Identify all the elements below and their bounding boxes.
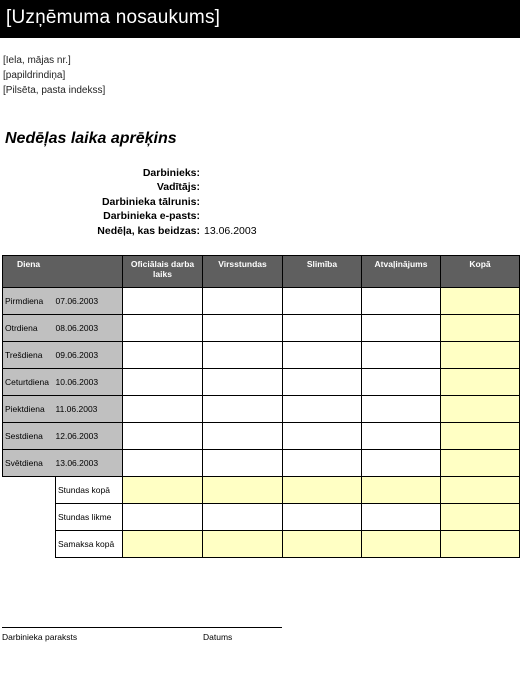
summary-row-pay: [3, 531, 520, 558]
day-date: 13.06.2003: [56, 450, 123, 477]
regular-hours-cell[interactable]: [123, 423, 203, 450]
vacation-cell[interactable]: [362, 396, 441, 423]
vacation-cell[interactable]: [362, 288, 441, 315]
day-name: Pirmdiena: [3, 288, 56, 315]
sick-cell[interactable]: [283, 288, 362, 315]
regular-hours-cell[interactable]: [123, 288, 203, 315]
timesheet-table: [2, 255, 520, 558]
total-cell[interactable]: [441, 369, 520, 396]
pay-total[interactable]: [441, 531, 520, 558]
regular-hours-cell[interactable]: [123, 315, 203, 342]
regular-hours-cell[interactable]: [123, 450, 203, 477]
pay-overtime[interactable]: [203, 531, 283, 558]
day-name: Otrdiena: [3, 315, 56, 342]
pay-regular[interactable]: [123, 531, 203, 558]
table-row: [3, 450, 520, 477]
total-cell[interactable]: [441, 450, 520, 477]
overtime-cell[interactable]: [203, 423, 283, 450]
total-sick[interactable]: [283, 477, 362, 504]
company-name[interactable]: [Uzņēmuma nosaukums]: [6, 7, 221, 28]
day-date: 08.06.2003: [56, 315, 123, 342]
day-date: 07.06.2003: [56, 288, 123, 315]
signature-line: [2, 627, 282, 628]
address-street[interactable]: [Iela, mājas nr.]: [3, 55, 71, 66]
address-city[interactable]: [Pilsēta, pasta indekss]: [3, 85, 106, 96]
pay-vacation[interactable]: [362, 531, 441, 558]
day-date: 10.06.2003: [56, 369, 123, 396]
company-header-bar: [0, 0, 520, 38]
total-cell[interactable]: [441, 396, 520, 423]
vacation-cell[interactable]: [362, 450, 441, 477]
sick-cell[interactable]: [283, 315, 362, 342]
week-ending-value[interactable]: 13.06.2003: [204, 225, 257, 237]
week-ending-label: Nedēļa, kas beidzas:: [97, 225, 200, 237]
header-overtime: Virsstundas: [203, 256, 283, 288]
header-sick: Slimība: [283, 256, 362, 288]
table-row: [3, 288, 520, 315]
table-row: [3, 315, 520, 342]
overtime-cell[interactable]: [203, 288, 283, 315]
table-row: [3, 369, 520, 396]
rate-overtime[interactable]: [203, 504, 283, 531]
rate-vacation[interactable]: [362, 504, 441, 531]
total-overtime[interactable]: [203, 477, 283, 504]
total-cell[interactable]: [441, 342, 520, 369]
vacation-cell[interactable]: [362, 315, 441, 342]
day-name: Piektdiena: [3, 396, 56, 423]
vacation-cell[interactable]: [362, 369, 441, 396]
summary-blank: [3, 504, 56, 531]
signature-date-label: Datums: [203, 632, 233, 642]
day-name: Svētdiena: [3, 450, 56, 477]
day-name: Ceturtdiena: [3, 369, 56, 396]
summary-label: Stundas likme: [56, 504, 123, 531]
overtime-cell[interactable]: [203, 342, 283, 369]
sick-cell[interactable]: [283, 369, 362, 396]
overtime-cell[interactable]: [203, 315, 283, 342]
sick-cell[interactable]: [283, 396, 362, 423]
day-date: 09.06.2003: [56, 342, 123, 369]
address-line2[interactable]: [papildrindiņa]: [3, 70, 66, 81]
total-vacation[interactable]: [362, 477, 441, 504]
manager-label: Vadītājs:: [156, 181, 200, 193]
total-grand[interactable]: [441, 477, 520, 504]
document-title: Nedēļas laika aprēķins: [5, 130, 177, 147]
header-regular-hours: Oficiālais darba laiks: [123, 256, 203, 288]
total-regular-hours[interactable]: [123, 477, 203, 504]
summary-blank: [3, 477, 56, 504]
table-row: [3, 396, 520, 423]
pay-sick[interactable]: [283, 531, 362, 558]
day-name: Trešdiena: [3, 342, 56, 369]
summary-row-rate: [3, 504, 520, 531]
sick-cell[interactable]: [283, 450, 362, 477]
employee-label: Darbinieks:: [142, 167, 200, 179]
overtime-cell[interactable]: [203, 369, 283, 396]
header-vacation: Atvaļinājums: [362, 256, 441, 288]
overtime-cell[interactable]: [203, 396, 283, 423]
phone-label: Darbinieka tālrunis:: [101, 196, 200, 208]
total-cell[interactable]: [441, 423, 520, 450]
day-date: 11.06.2003: [56, 396, 123, 423]
vacation-cell[interactable]: [362, 423, 441, 450]
sick-cell[interactable]: [283, 342, 362, 369]
sick-cell[interactable]: [283, 423, 362, 450]
regular-hours-cell[interactable]: [123, 396, 203, 423]
total-cell[interactable]: [441, 315, 520, 342]
overtime-cell[interactable]: [203, 450, 283, 477]
table-row: [3, 423, 520, 450]
summary-label: Samaksa kopā: [56, 531, 123, 558]
summary-blank: [3, 531, 56, 558]
header-total: Kopā: [441, 256, 520, 288]
employee-signature-label: Darbinieka paraksts: [2, 632, 78, 642]
regular-hours-cell[interactable]: [123, 342, 203, 369]
email-label: Darbinieka e-pasts:: [103, 210, 200, 222]
total-cell[interactable]: [441, 288, 520, 315]
rate-regular[interactable]: [123, 504, 203, 531]
table-row: [3, 342, 520, 369]
vacation-cell[interactable]: [362, 342, 441, 369]
header-day: Diena: [3, 256, 123, 288]
rate-sick[interactable]: [283, 504, 362, 531]
regular-hours-cell[interactable]: [123, 369, 203, 396]
summary-row-total-hours: [3, 477, 520, 504]
day-date: 12.06.2003: [56, 423, 123, 450]
summary-label: Stundas kopā: [56, 477, 123, 504]
day-name: Sestdiena: [3, 423, 56, 450]
rate-total[interactable]: [441, 504, 520, 531]
